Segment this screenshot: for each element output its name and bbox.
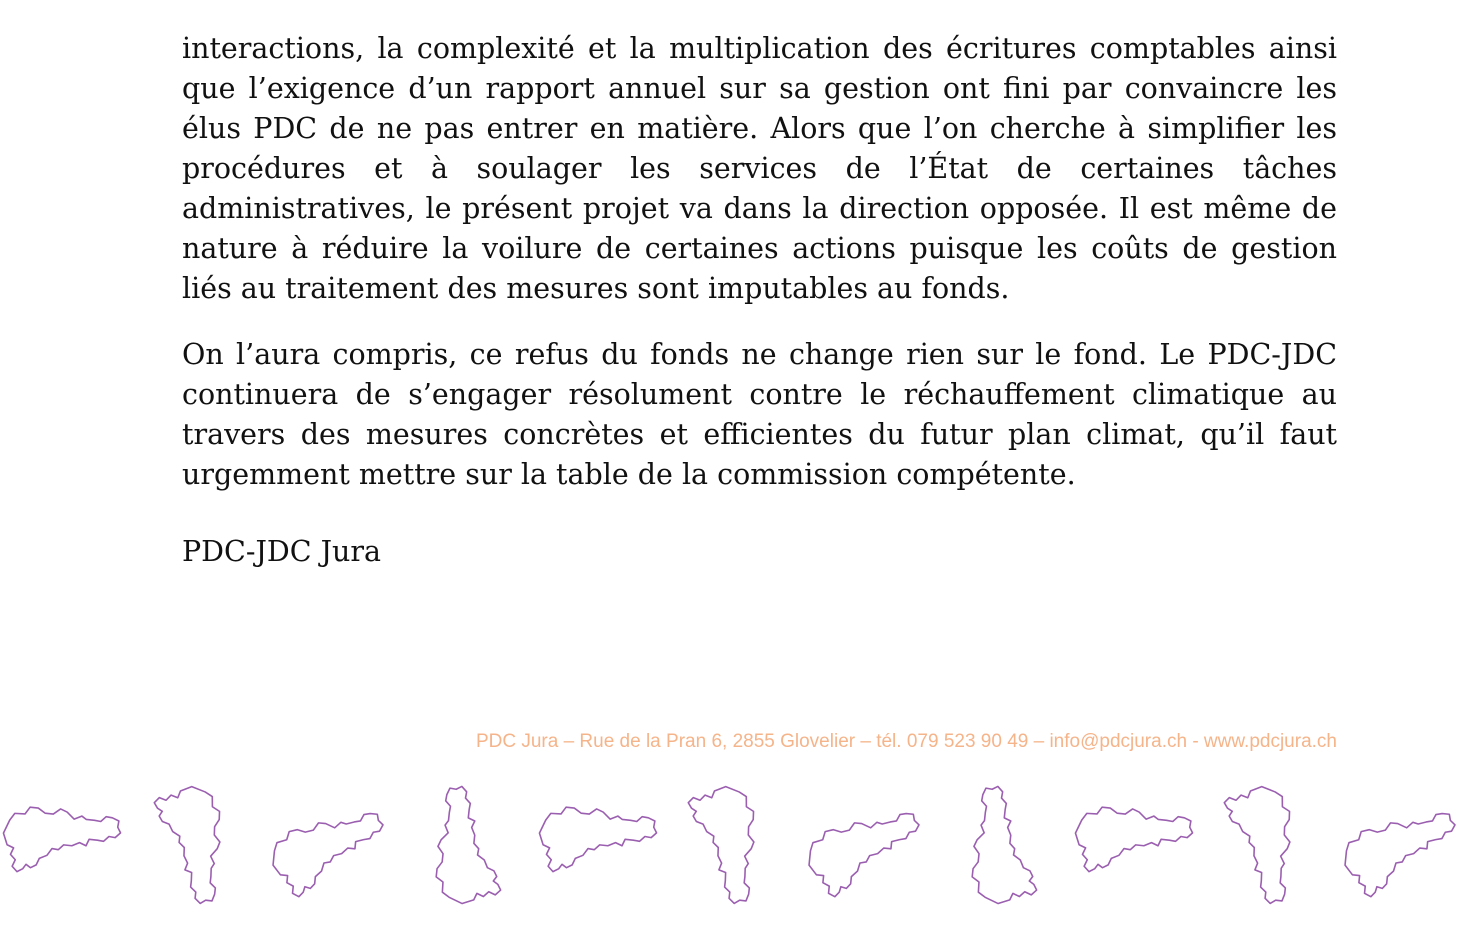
jura-canton-outline-icon <box>1072 795 1195 873</box>
jura-canton-outline-icon <box>424 783 502 906</box>
jura-outline-border <box>0 775 1481 915</box>
footer-address: PDC Jura – Rue de la Pran 6, 2855 Glovelier – tél. 079 523 90 49 – info@pdcjura.ch - www.pdcjura.ch <box>475 731 1337 752</box>
jura-canton-outline-icon <box>263 791 395 900</box>
jura-canton-outline-icon <box>153 782 238 908</box>
jura-canton-outline-icon <box>799 791 931 900</box>
jura-canton-outline-icon <box>536 795 659 873</box>
signature: PDC-JDC Jura <box>182 535 381 568</box>
decorative-map-row <box>0 775 1481 915</box>
jura-canton-outline-icon <box>687 782 772 908</box>
body-paragraph-1: interactions, la complexité et la multiplication des écritures comptables ainsi que l’exigence d’un rapport annuel sur sa gestion ont fini par convaincre les élus PDC de ne pas entrer en matière. Alors que l’on cherche à simplifier les procédures et à soulager les services de l’État de certaines tâches administratives, le présent projet va dans la direction opposée. Il est même de nature à réduire la voilure de certaines actions puisque les coûts de gestion liés au traitement des mesures sont imputables au fonds. <box>182 31 1337 305</box>
body-paragraph-2: On l’aura compris, ce refus du fonds ne change rien sur le fond. Le PDC-JDC continuera de s’engager résolument contre le réchauffement climatique au travers des mesures concrètes et efficientes du futur plan climat, qu’il faut urgemment mettre sur la table de la commission compétente. <box>182 337 1337 491</box>
jura-canton-outline-icon <box>960 783 1038 906</box>
jura-canton-outline-icon <box>1223 782 1308 908</box>
jura-canton-outline-icon <box>0 795 123 873</box>
jura-canton-outline-icon <box>1335 791 1467 900</box>
